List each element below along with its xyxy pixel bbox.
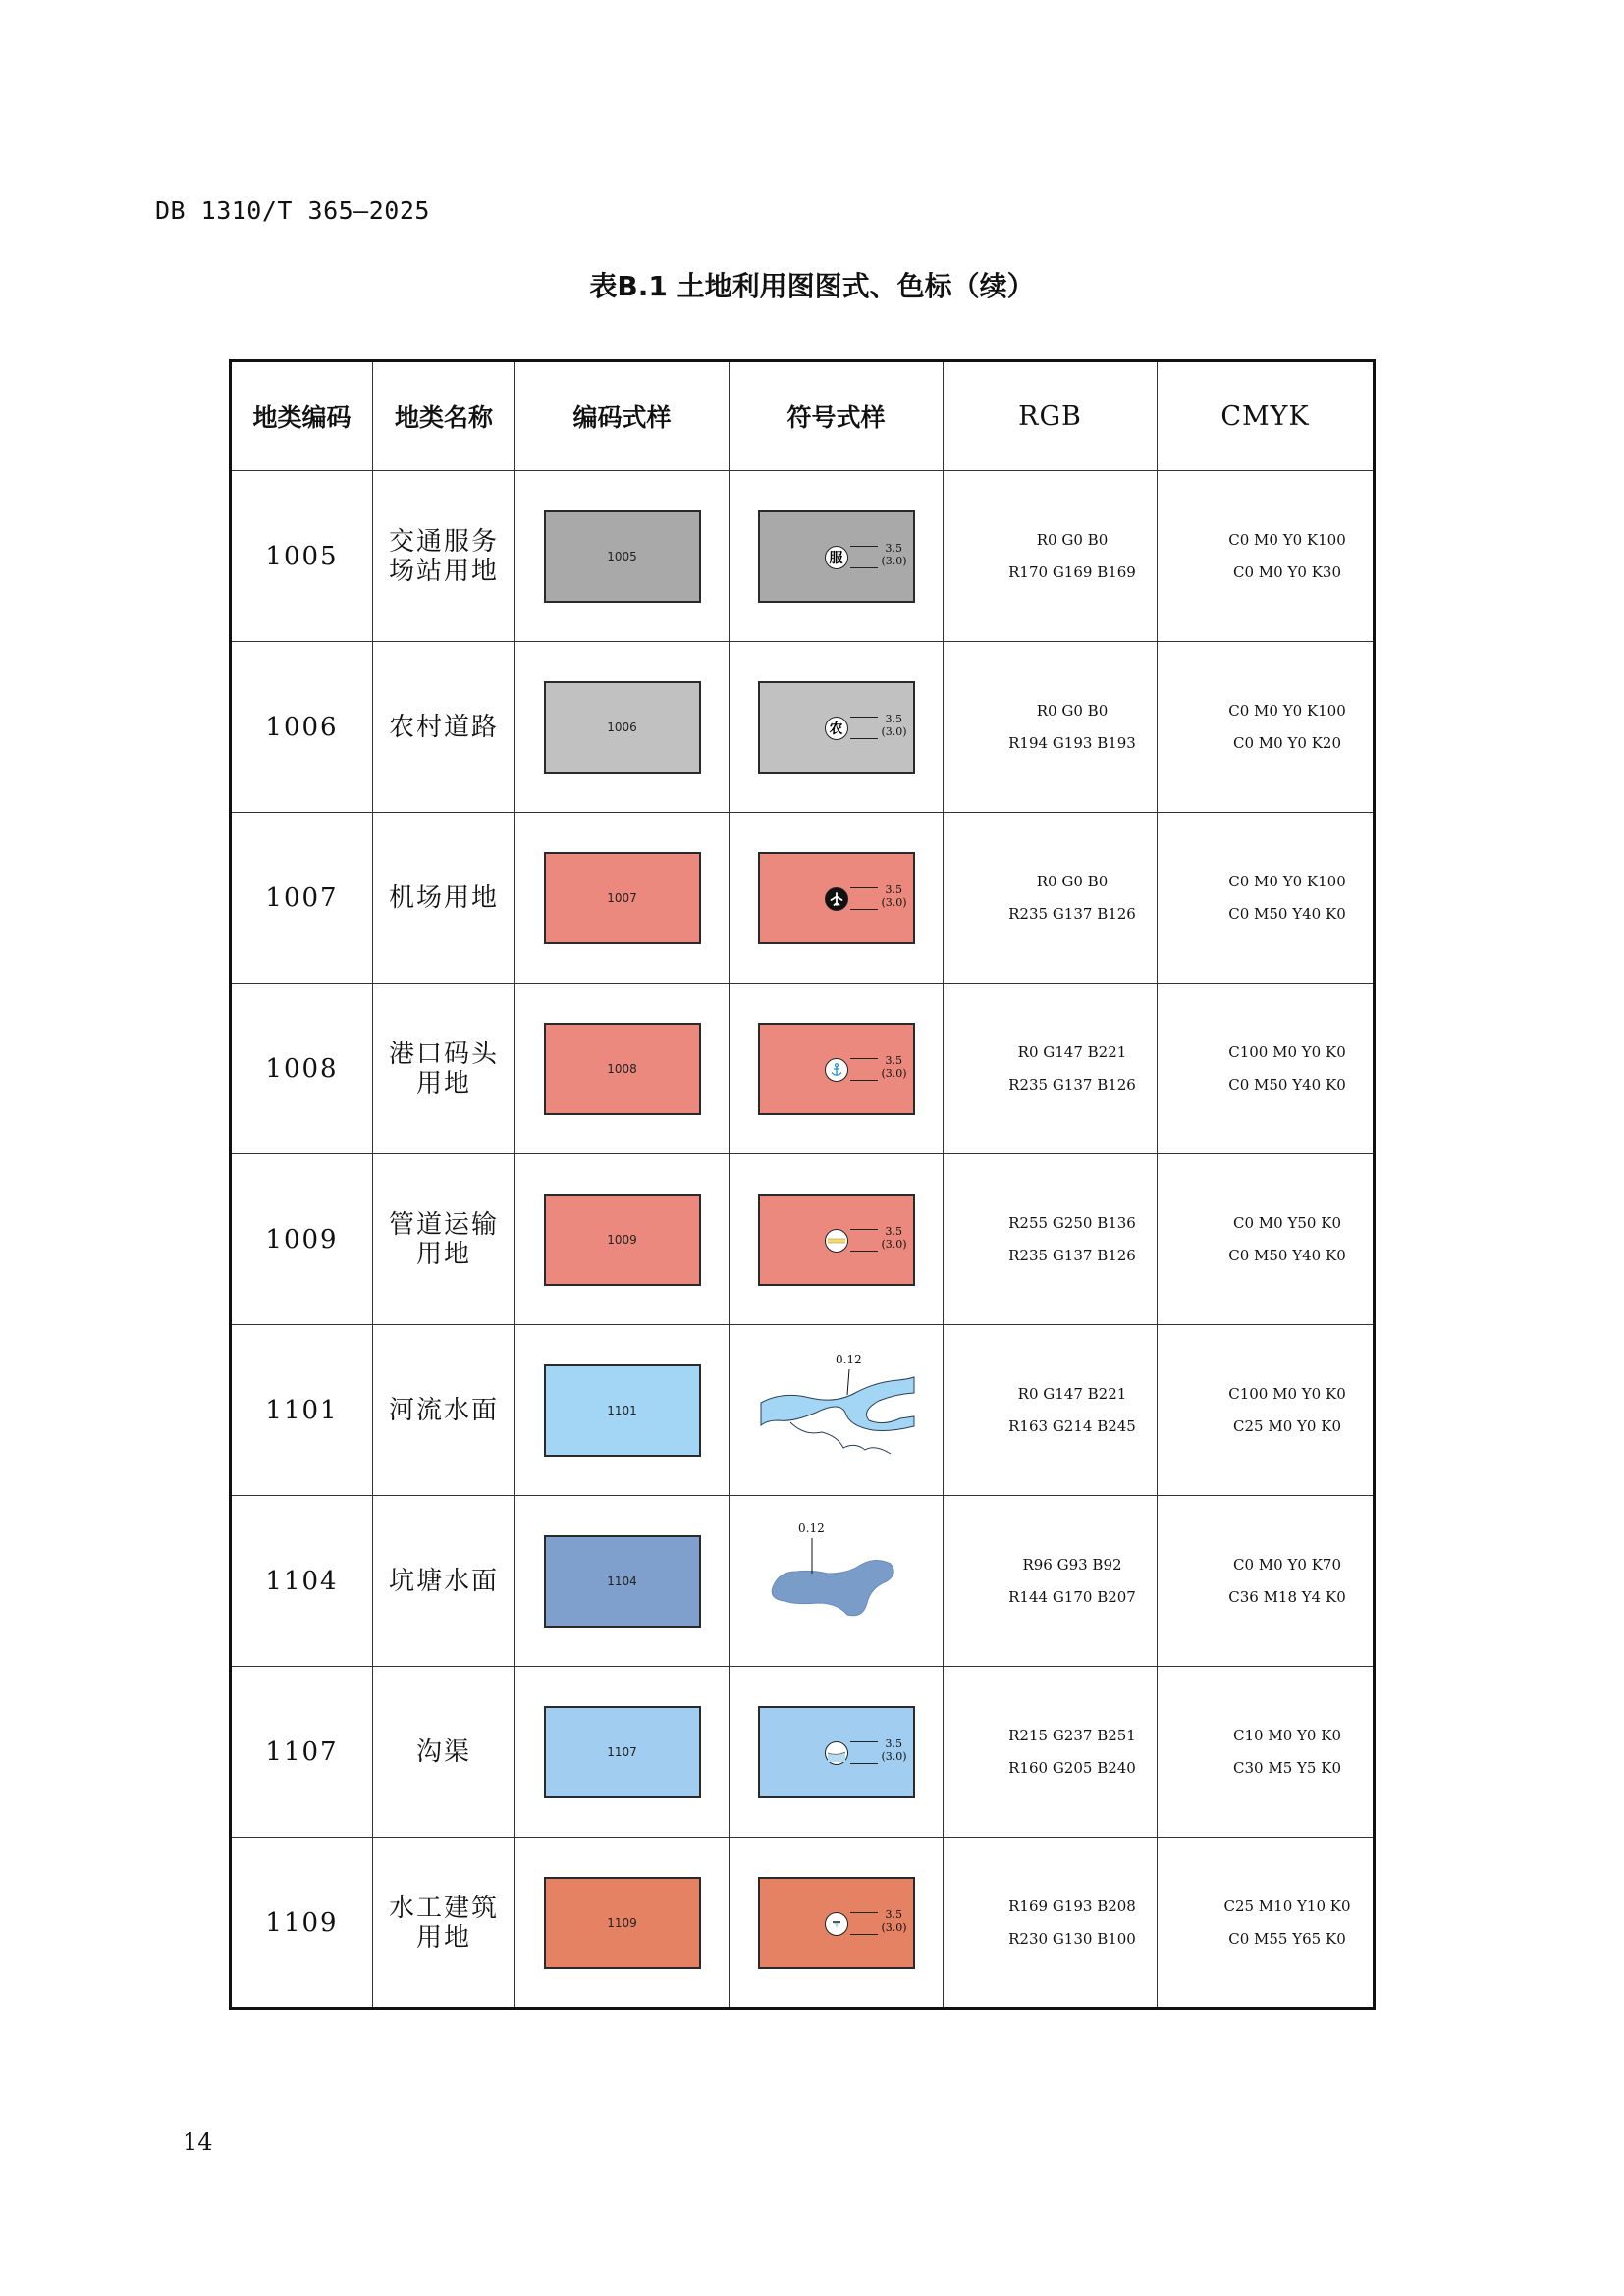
code-swatch: [544, 510, 701, 603]
cmyk-cell: [1158, 1325, 1375, 1496]
rgb-cell: [944, 1496, 1158, 1667]
swatch-code-label: 1008: [607, 1061, 637, 1076]
code-swatch: [544, 1023, 701, 1115]
land-name-line: 用地: [415, 1239, 471, 1269]
rgb-cell: [944, 1154, 1158, 1325]
cmyk-value: C0 M0 Y0 K30: [1233, 562, 1341, 581]
symbol-style-cell: [730, 1325, 944, 1496]
symbol-swatch: [758, 510, 915, 603]
table-header-row: [231, 361, 1375, 471]
rgb-value: R230 G130 B100: [1008, 1929, 1136, 1948]
land-use-legend-table: [229, 359, 1376, 2010]
land-code-cell: 1008: [231, 984, 373, 1154]
code-swatch: [544, 1194, 701, 1286]
symbol-swatch: [758, 1194, 915, 1286]
page-number: 14: [183, 2128, 213, 2156]
swatch-code-label: 1007: [607, 890, 637, 905]
table-row: [231, 1838, 1375, 2009]
cmyk-value: C0 M50 Y40 K0: [1228, 1246, 1346, 1264]
symbol-style-cell: [730, 1667, 944, 1838]
airplane-icon: [825, 887, 848, 911]
dimension-line: [850, 1251, 878, 1252]
rgb-cell: [944, 984, 1158, 1154]
code-swatch: [544, 1877, 701, 1969]
land-name-cell: [373, 984, 515, 1154]
rgb-cell: [944, 1838, 1158, 2009]
dimension-sub-label: (3.0): [881, 554, 907, 567]
cmyk-value: C0 M0 Y0 K20: [1233, 733, 1341, 752]
dimension-line: [850, 1741, 878, 1742]
header-symbol-style: 符号式样: [730, 361, 944, 471]
code-swatch: [544, 681, 701, 774]
land-code-cell: 1107: [231, 1667, 373, 1838]
cmyk-value: C25 M0 Y0 K0: [1233, 1416, 1341, 1435]
code-style-cell: [515, 1838, 730, 2009]
land-code-cell: 1007: [231, 813, 373, 984]
cmyk-value: C0 M50 Y40 K0: [1228, 1075, 1346, 1094]
code-swatch: [544, 852, 701, 944]
cmyk-cell: [1158, 984, 1375, 1154]
land-code-cell: 1101: [231, 1325, 373, 1496]
swatch-code-label: 1009: [607, 1232, 637, 1247]
dimension-label: 3.5: [885, 1736, 902, 1750]
pipeline-icon: [825, 1229, 848, 1253]
code-style-cell: [515, 642, 730, 813]
dimension-sub-label: (3.0): [881, 1237, 907, 1251]
land-name-line: 用地: [415, 1922, 471, 1952]
symbol-swatch: [758, 1706, 915, 1798]
code-swatch: [544, 1535, 701, 1628]
document-id: DB 1310/T 365—2025: [155, 196, 430, 225]
cmyk-cell: [1158, 471, 1375, 642]
symbol-swatch: [758, 1877, 915, 1969]
symbol-style-cell: [730, 813, 944, 984]
dimension-line: [850, 567, 878, 568]
cmyk-value: C0 M55 Y65 K0: [1228, 1929, 1346, 1948]
rgb-cell: [944, 813, 1158, 984]
symbol-swatch: [758, 681, 915, 774]
dimension-label: 3.5: [885, 541, 902, 555]
code-style-cell: [515, 471, 730, 642]
rgb-cell: [944, 1667, 1158, 1838]
anchor-icon: [825, 1058, 848, 1082]
dimension-sub-label: (3.0): [881, 724, 907, 738]
land-name-line: 农村道路: [388, 712, 499, 742]
rgb-value: R0 G0 B0: [1036, 701, 1109, 720]
rgb-value: R0 G0 B0: [1036, 872, 1109, 890]
rgb-value: R194 G193 B193: [1008, 733, 1136, 752]
rgb-value: R0 G0 B0: [1036, 530, 1109, 549]
header-cmyk: CMYK: [1158, 361, 1375, 471]
symbol-style-cell: [730, 1154, 944, 1325]
ditch-icon: [825, 1741, 848, 1765]
cmyk-cell: [1158, 1838, 1375, 2009]
cmyk-cell: [1158, 813, 1375, 984]
cmyk-value: C100 M0 Y0 K0: [1228, 1042, 1346, 1061]
rgb-value: R170 G169 B169: [1008, 562, 1136, 581]
land-name-cell: [373, 1838, 515, 2009]
swatch-code-label: 1005: [607, 549, 637, 563]
dimension-sub-label: (3.0): [881, 1749, 907, 1763]
dimension-sub-label: (3.0): [881, 1920, 907, 1934]
header-code-style: 编码式样: [515, 361, 730, 471]
land-code-cell: 1006: [231, 642, 373, 813]
symbol-glyph: 服: [829, 550, 843, 566]
code-swatch: [544, 1364, 701, 1457]
swatch-code-label: 1109: [607, 1915, 637, 1930]
swatch-code-label: 1006: [607, 720, 637, 734]
land-code-cell: 1104: [231, 1496, 373, 1667]
rgb-value: R163 G214 B245: [1008, 1416, 1136, 1435]
land-code-cell: 1109: [231, 1838, 373, 2009]
land-name-line: 水工建筑: [388, 1893, 499, 1923]
code-style-cell: [515, 1496, 730, 1667]
cmyk-cell: [1158, 1154, 1375, 1325]
dimension-line: [850, 1229, 878, 1230]
table-row: [231, 1154, 1375, 1325]
dimension-label: 3.5: [885, 1907, 902, 1921]
symbol-swatch: [758, 852, 915, 944]
code-style-cell: [515, 1154, 730, 1325]
symbol-style-cell: [730, 1496, 944, 1667]
cmyk-value: C30 M5 Y5 K0: [1233, 1758, 1341, 1777]
cmyk-value: C36 M18 Y4 K0: [1228, 1587, 1346, 1606]
rgb-value: R144 G170 B207: [1008, 1587, 1136, 1606]
table-row: [231, 1496, 1375, 1667]
header-land-code: 地类编码: [231, 361, 373, 471]
land-name-cell: [373, 1325, 515, 1496]
dimension-line: [850, 738, 878, 739]
dimension-line: [850, 1058, 878, 1059]
dimension-line: [850, 1763, 878, 1764]
land-name-cell: [373, 813, 515, 984]
table-row: [231, 1667, 1375, 1838]
cmyk-value: C0 M0 Y50 K0: [1233, 1213, 1341, 1232]
land-name-cell: [373, 471, 515, 642]
code-swatch: [544, 1706, 701, 1798]
table-title: 表B.1 土地利用图图式、色标（续）: [589, 270, 1035, 302]
rgb-value: R255 G250 B136: [1008, 1213, 1136, 1232]
river-icon: [753, 1342, 920, 1479]
dimension-sub-label: (3.0): [881, 895, 907, 909]
land-name-cell: [373, 1154, 515, 1325]
rgb-value: R235 G137 B126: [1008, 904, 1136, 923]
cmyk-value: C10 M0 Y0 K0: [1233, 1726, 1341, 1744]
land-name-line: 坑塘水面: [388, 1566, 499, 1596]
header-land-name: 地类名称: [373, 361, 515, 471]
dimension-line: [850, 546, 878, 547]
rgb-cell: [944, 642, 1158, 813]
land-code-cell: 1005: [231, 471, 373, 642]
rgb-value: R160 G205 B240: [1008, 1758, 1136, 1777]
table-row: [231, 984, 1375, 1154]
land-name-cell: [373, 642, 515, 813]
rgb-value: R169 G193 B208: [1008, 1896, 1136, 1915]
dimension-line: [850, 1934, 878, 1935]
dimension-label: 3.5: [885, 1224, 902, 1238]
code-style-cell: [515, 984, 730, 1154]
table-body: [231, 471, 1375, 2009]
rgb-value: R96 G93 B92: [1022, 1555, 1122, 1574]
dimension-sub-label: (3.0): [881, 1066, 907, 1080]
symbol-swatch: [758, 1023, 915, 1115]
cmyk-cell: [1158, 642, 1375, 813]
line-width-label: 0.12: [835, 1352, 862, 1366]
dimension-line: [850, 717, 878, 718]
rgb-value: R0 G147 B221: [1017, 1042, 1127, 1061]
rgb-value: R235 G137 B126: [1008, 1075, 1136, 1094]
swatch-code-label: 1107: [607, 1744, 637, 1759]
pond-icon: [753, 1513, 920, 1650]
rgb-value: R0 G147 B221: [1017, 1384, 1127, 1403]
rgb-cell: [944, 1325, 1158, 1496]
land-name-line: 用地: [415, 1068, 471, 1098]
swatch-code-label: 1104: [607, 1574, 637, 1588]
cmyk-cell: [1158, 1496, 1375, 1667]
nong-icon: [825, 717, 848, 740]
symbol-glyph: 农: [829, 721, 843, 737]
land-name-line: 沟渠: [415, 1736, 471, 1767]
code-style-cell: [515, 813, 730, 984]
cmyk-value: C25 M10 Y10 K0: [1223, 1896, 1351, 1915]
table-row: [231, 1325, 1375, 1496]
land-code-cell: 1009: [231, 1154, 373, 1325]
cmyk-value: C0 M0 Y0 K70: [1233, 1555, 1341, 1574]
dimension-line: [850, 909, 878, 910]
dimension-line: [850, 1080, 878, 1081]
land-name-line: 管道运输: [388, 1209, 499, 1240]
dimension-label: 3.5: [885, 882, 902, 896]
header-rgb: RGB: [944, 361, 1158, 471]
dimension-line: [850, 887, 878, 888]
symbol-style-cell: [730, 984, 944, 1154]
dimension-label: 3.5: [885, 712, 902, 725]
table-row: [231, 642, 1375, 813]
land-name-line: 场站用地: [388, 556, 499, 586]
fu-icon: [825, 546, 848, 569]
cmyk-value: C0 M0 Y0 K100: [1228, 872, 1346, 890]
land-name-cell: [373, 1496, 515, 1667]
land-name-cell: [373, 1667, 515, 1838]
table-row: [231, 471, 1375, 642]
table-row: [231, 813, 1375, 984]
rgb-cell: [944, 471, 1158, 642]
land-name-line: 河流水面: [388, 1395, 499, 1425]
code-style-cell: [515, 1325, 730, 1496]
code-style-cell: [515, 1667, 730, 1838]
land-name-line: 交通服务: [388, 526, 499, 557]
symbol-style-cell: [730, 1838, 944, 2009]
rgb-value: R215 G237 B251: [1008, 1726, 1136, 1744]
dimension-label: 3.5: [885, 1053, 902, 1067]
land-name-line: 机场用地: [388, 882, 499, 913]
cmyk-value: C0 M50 Y40 K0: [1228, 904, 1346, 923]
swatch-code-label: 1101: [607, 1403, 637, 1417]
cmyk-value: C0 M0 Y0 K100: [1228, 701, 1346, 720]
line-width-label: 0.12: [797, 1521, 825, 1535]
cmyk-value: C100 M0 Y0 K0: [1228, 1384, 1346, 1403]
symbol-style-cell: [730, 471, 944, 642]
symbol-style-cell: [730, 642, 944, 813]
hydraulic-icon: [825, 1912, 848, 1936]
cmyk-value: C0 M0 Y0 K100: [1228, 530, 1346, 549]
cmyk-cell: [1158, 1667, 1375, 1838]
land-name-line: 港口码头: [388, 1039, 499, 1069]
dimension-line: [850, 1912, 878, 1913]
rgb-value: R235 G137 B126: [1008, 1246, 1136, 1264]
